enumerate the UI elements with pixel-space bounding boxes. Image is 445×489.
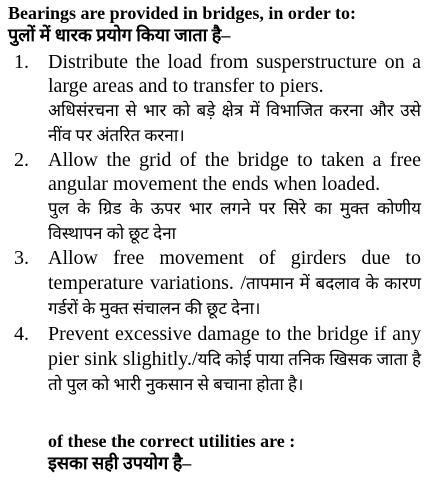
footer-question-english: of these the correct utilities are : [48,431,296,451]
footer-question-hindi: इसका सही उपयोग है– [48,453,192,473]
option-text [48,246,421,321]
question-stem-hindi: पुलों में धारक प्रयोग किया जाता है– [8,25,231,45]
option-text-hindi: यदि कोई पाया तनिक खिसक जाता है तो पुल को भारी नुकसान से बचाना होता है। [48,350,421,394]
option-text-hindi: पुल के ग्रिड के ऊपर भार लगने पर सिरे का मुक्त कोणीय विस्थापन को छूट देना [48,199,421,243]
option-text-english: Prevent excessive damage to the bridge if any pier sink slighitly./ [48,323,421,370]
option-text [48,148,421,246]
option-number: 1. [14,51,29,73]
option-text-hindi: तापमान में बदलाव के कारण गर्डरों के मुक्त संचालन की छूट देना। [48,274,421,318]
option-text-english: Allow free movement of girders due to temperature variations. / [48,247,421,294]
option-text [48,322,421,397]
option-text-english: Distribute the load from susperstructure on a large areas and to transfer to piers. [48,51,421,97]
option-text-english: Allow the grid of the bridge to taken a free angular movement the ends when loaded. [48,149,421,195]
option-number: 3. [14,247,29,269]
question-stem-english: Bearings are provided in bridges, in order to: [8,3,357,23]
option-text [48,50,421,148]
option-number: 4. [14,323,29,345]
option-number: 2. [14,149,29,171]
option-text-hindi: अधिसंरचना से भार को बड़े क्षेत्र में विभाजित करना और उसे नींव पर अंतरित करना। [48,101,421,145]
